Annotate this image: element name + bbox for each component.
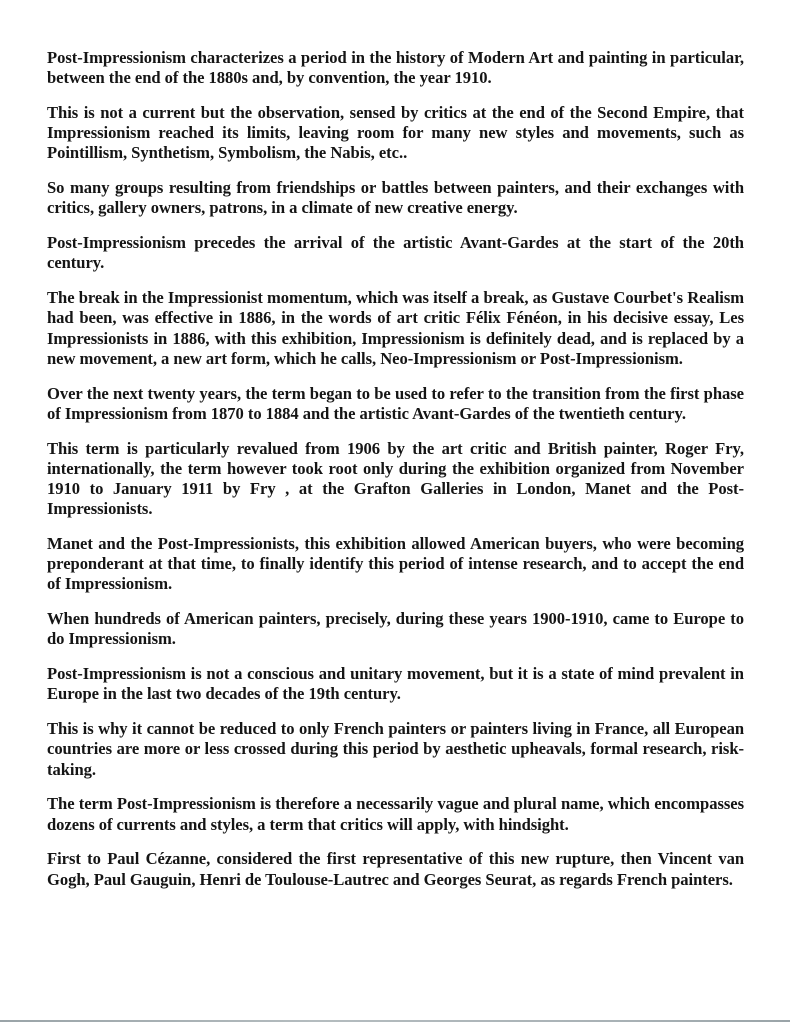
paragraph-twenty-years: Over the next twenty years, the term began to be used to refer to the transition from the first phase of Impressionism from 1870 to 1884 and the artistic Avant-Gardes of the twentieth century.: [47, 383, 744, 423]
paragraph-french-painters: First to Paul Cézanne, considered the first representative of this new rupture, then Vincent van Gogh, Paul Gauguin, Henri de Toulouse-Lautrec and Georges Seurat, as regards French painters.: [47, 849, 744, 889]
paragraph-plural-name: The term Post-Impressionism is therefore a necessarily vague and plural name, which encompasses dozens of currents and styles, a term that critics will apply, with hindsight.: [47, 794, 744, 834]
page-bottom-edge: [0, 1020, 790, 1022]
paragraph-american-buyers: Manet and the Post-Impressionists, this exhibition allowed American buyers, who were becoming preponderant at that time, to finally identify this period of intense research, and to accept the end of Impressionism.: [47, 534, 744, 594]
paragraph-state-of-mind: Post-Impressionism is not a conscious and unitary movement, but it is a state of mind prevalent in Europe in the last two decades of the 19th century.: [47, 664, 744, 704]
paragraph-european-countries: This is why it cannot be reduced to only French painters or painters living in France, all European countries are more or less crossed during this period by aesthetic upheavals, formal research, risk-taking.: [47, 719, 744, 779]
paragraph-roger-fry: This term is particularly revalued from 1906 by the art critic and British painter, Roger Fry, internationally, the term however took root only during the exhibition organized from November 1910 to January 1911 by Fry , at the Grafton Galleries in London, Manet and the Post-Impressionists.: [47, 438, 744, 519]
paragraph-groups: So many groups resulting from friendships or battles between painters, and their exchanges with critics, gallery owners, patrons, in a climate of new creative energy.: [47, 178, 744, 218]
paragraph-definition: Post-Impressionism characterizes a period in the history of Modern Art and painting in particular, between the end of the 1880s and, by convention, the year 1910.: [47, 48, 744, 88]
paragraph-avant-gardes: Post-Impressionism precedes the arrival of the artistic Avant-Gardes at the start of the 20th century.: [47, 233, 744, 273]
paragraph-break-1886: The break in the Impressionist momentum, which was itself a break, as Gustave Courbet's Realism had been, was effective in 1886, in the words of art critic Félix Fénéon, in his decisive essay, Les Impressionists in 1886, with this exhibition, Impressionism is definitely dead, and is replaced by a new movement, a new art form, which he calls, Neo-Impressionism or Post-Impressionism.: [47, 288, 744, 368]
paragraph-american-painters: When hundreds of American painters, precisely, during these years 1900-1910, came to Europe to do Impressionism.: [47, 609, 744, 649]
paragraph-observation: This is not a current but the observation, sensed by critics at the end of the Second Empire, that Impressionism reached its limits, leaving room for many new styles and movements, such as Pointillism, Synthetism, Symbolism, the Nabis, etc..: [47, 103, 744, 163]
document-page: [47, 48, 744, 904]
